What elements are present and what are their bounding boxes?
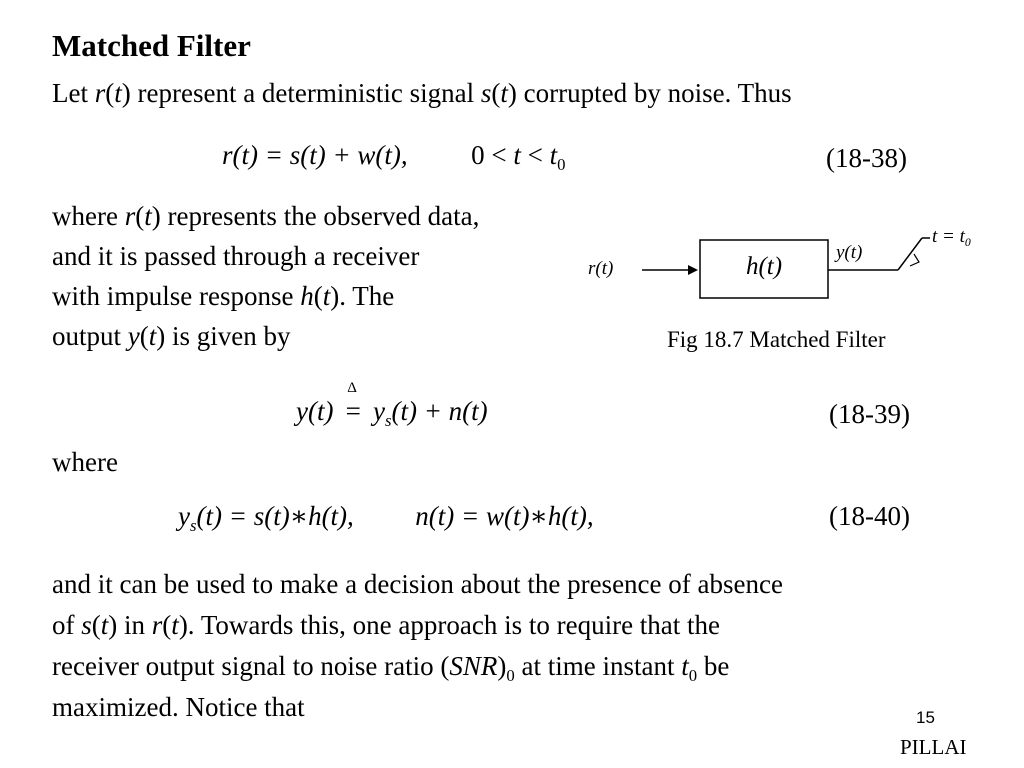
var-t: t bbox=[681, 651, 689, 681]
text: ) bbox=[497, 651, 507, 681]
snr-paragraph bbox=[52, 567, 783, 724]
text: with impulse response bbox=[52, 281, 301, 311]
convolution-symbol: ∗ bbox=[529, 501, 548, 531]
text: ). The bbox=[330, 281, 395, 311]
switch-label-text: t = t bbox=[932, 226, 965, 247]
equation-condition: < bbox=[520, 140, 550, 170]
input-label: r(t) bbox=[588, 258, 614, 279]
subscript: 0 bbox=[688, 665, 698, 685]
paragraph-line: and it can be used to make a decision about the presence of absence bbox=[52, 569, 783, 599]
text: ( bbox=[162, 610, 172, 640]
intro-paragraph bbox=[52, 76, 792, 110]
output-label: y(t) bbox=[836, 242, 863, 263]
var-s: s bbox=[480, 78, 492, 108]
observed-data-paragraph bbox=[52, 199, 479, 353]
var-y: y bbox=[127, 321, 140, 351]
var-h: h bbox=[300, 281, 314, 311]
text: receiver output signal to noise ratio ( bbox=[52, 651, 450, 681]
intro-text: ) represent a deterministic signal bbox=[121, 78, 481, 108]
paragraph-line: and it is passed through a receiver bbox=[52, 241, 420, 271]
equals-sign: = bbox=[345, 396, 361, 426]
equation-lhs: r(t) = s(t) + w(t), bbox=[222, 140, 408, 170]
intro-text: ( bbox=[491, 78, 501, 108]
var-t: t bbox=[171, 610, 179, 640]
text: output bbox=[52, 321, 128, 351]
text: ). Towards this, one approach is to require that the bbox=[178, 610, 721, 640]
paragraph-line bbox=[52, 199, 479, 233]
text: ) is given by bbox=[156, 321, 291, 351]
intro-text: ) corrupted by noise. Thus bbox=[507, 78, 792, 108]
equation-number: (18-38) bbox=[826, 143, 907, 173]
text: where bbox=[52, 201, 125, 231]
where-label: where bbox=[52, 447, 118, 477]
equation-18-40 bbox=[178, 501, 594, 535]
subscript: 0 bbox=[557, 154, 566, 174]
equation-term: (t) = s(t) bbox=[196, 501, 290, 531]
text: of bbox=[52, 610, 82, 640]
paragraph-line bbox=[52, 319, 479, 353]
paragraph-line bbox=[52, 608, 783, 642]
text: ) represents the observed data, bbox=[151, 201, 480, 231]
text: ( bbox=[313, 281, 323, 311]
var-t: t bbox=[144, 201, 152, 231]
var-s: s bbox=[81, 610, 92, 640]
paragraph-line: maximized. Notice that bbox=[52, 692, 305, 722]
text: ( bbox=[91, 610, 101, 640]
equation-number: (18-40) bbox=[829, 501, 910, 531]
subscript: 0 bbox=[964, 236, 971, 250]
equation-18-38 bbox=[222, 140, 566, 174]
var-r: r bbox=[94, 78, 106, 108]
var-snr: SNR bbox=[449, 651, 498, 681]
var-t: t bbox=[322, 281, 331, 311]
var-t: t bbox=[513, 140, 521, 170]
convolution-symbol: ∗ bbox=[289, 501, 309, 531]
paragraph-line bbox=[52, 649, 783, 683]
var-t: t bbox=[148, 321, 157, 351]
var-t: t bbox=[114, 78, 122, 108]
var-r: r bbox=[151, 610, 163, 640]
equation-18-39 bbox=[296, 380, 488, 430]
definition-symbol bbox=[340, 380, 366, 427]
figure-caption: Fig 18.7 Matched Filter bbox=[667, 327, 886, 352]
text: ) in bbox=[108, 610, 152, 640]
equation-term: h(t), bbox=[547, 501, 594, 531]
equation-term: h(t), bbox=[308, 501, 354, 531]
subscript: s bbox=[384, 410, 392, 430]
var-t: t bbox=[100, 610, 109, 640]
author-label: PILLAI bbox=[900, 735, 967, 759]
var-t0: t bbox=[549, 140, 558, 170]
delta-symbol: Δ bbox=[347, 380, 357, 396]
switch-label bbox=[932, 226, 971, 248]
matched-filter-diagram bbox=[580, 222, 1000, 322]
text: ( bbox=[135, 201, 145, 231]
text: be bbox=[697, 651, 730, 681]
text: ( bbox=[139, 321, 149, 351]
intro-text: ( bbox=[105, 78, 115, 108]
block-label: h(t) bbox=[745, 253, 783, 280]
var-y: y bbox=[372, 396, 385, 426]
var-y: y bbox=[178, 501, 190, 531]
intro-text: Let bbox=[52, 78, 95, 108]
equation-number: (18-39) bbox=[829, 399, 910, 429]
var-t: t bbox=[500, 78, 508, 108]
subscript: 0 bbox=[506, 665, 515, 685]
equation-rhs: (t) + n(t) bbox=[391, 396, 488, 426]
equation-condition: 0 < bbox=[471, 140, 514, 170]
slide-title: Matched Filter bbox=[52, 28, 251, 63]
page-number: 15 bbox=[916, 708, 935, 727]
var-r: r bbox=[124, 201, 136, 231]
paragraph-line bbox=[52, 279, 479, 313]
text: at time instant bbox=[514, 651, 682, 681]
equation-lhs: y(t) bbox=[296, 396, 334, 426]
subscript: s bbox=[189, 515, 197, 535]
equation-term: n(t) = w(t) bbox=[415, 501, 530, 531]
